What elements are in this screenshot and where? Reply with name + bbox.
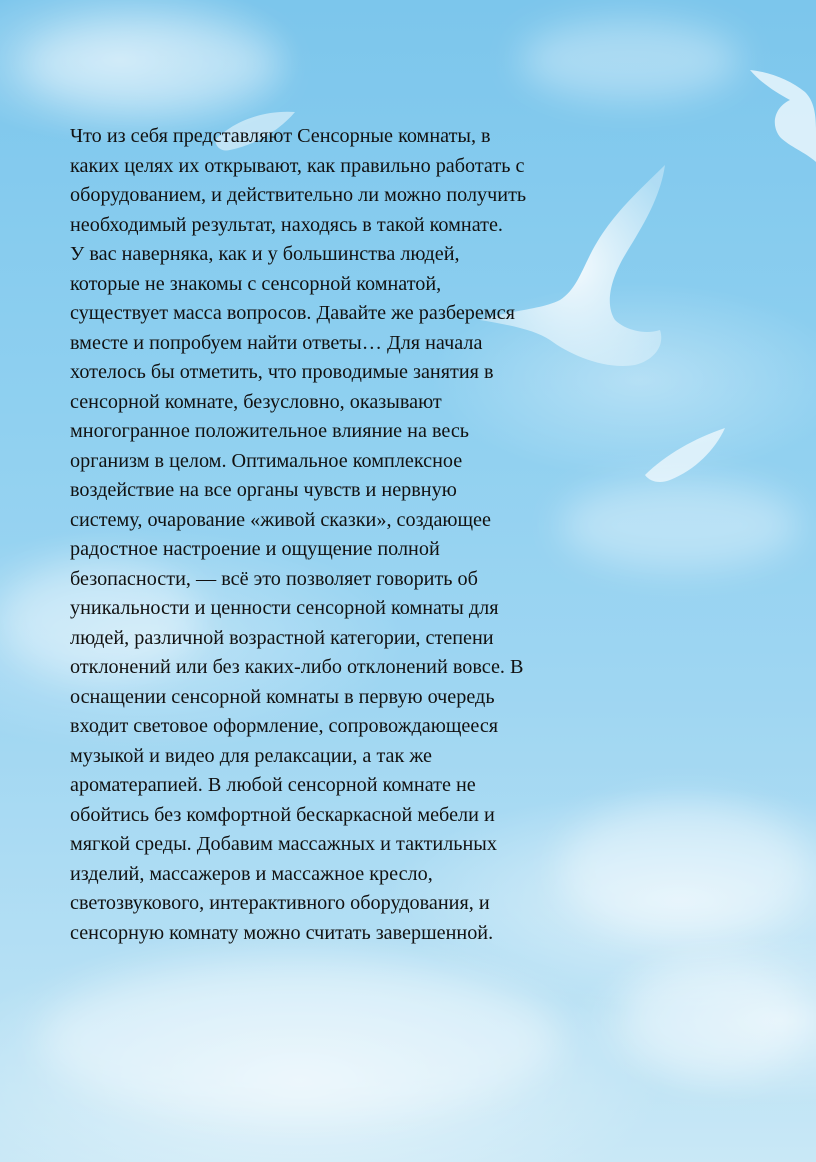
dove-icon — [745, 62, 816, 162]
body-paragraph: Что из себя представляют Сенсорные комнаты, в каких целях их открывают, как правильно работать с оборудованием, и действительно ли можно получить необходимый результат, находясь в такой комнате. У вас наверняка, как и у большинства людей, которые не знакомы с сенсорной комнатой, существует масса вопросов. Давайте же разберемся вместе и попробуем найти ответы… Для начала хотелось бы отметить, что проводимые занятия в сенсорной комнате, безусловно, оказывают многогранное положительное влияние на весь организм в целом. Оптимальное комплексное воздействие на все органы чувств и нервную систему, очарование «живой сказки», создающее радостное настроение и ощущение полной безопасности, — всё это позволяет говорить об уникальности и ценности сенсорной комнаты для людей, различной возрастной категории, степени отклонений или без каких-либо отклонений вовсе. В оснащении сенсорной комнаты в первую очередь входит световое оформление, сопровождающееся музыкой и видео для релаксации, а так же ароматерапией. В любой сенсорной комнате не обойтись без комфортной бескаркасной мебели и мягкой среды. Добавим массажных и тактильных изделий, массажеров и массажное кресло, светозвукового, интерактивного оборудования, и сенсорную комнату можно считать завершенной. — [70, 125, 527, 944]
feather-icon — [640, 420, 730, 490]
cloud-decoration — [520, 20, 740, 100]
cloud-decoration — [40, 960, 560, 1120]
cloud-decoration — [620, 960, 810, 1080]
cloud-decoration — [20, 20, 280, 110]
